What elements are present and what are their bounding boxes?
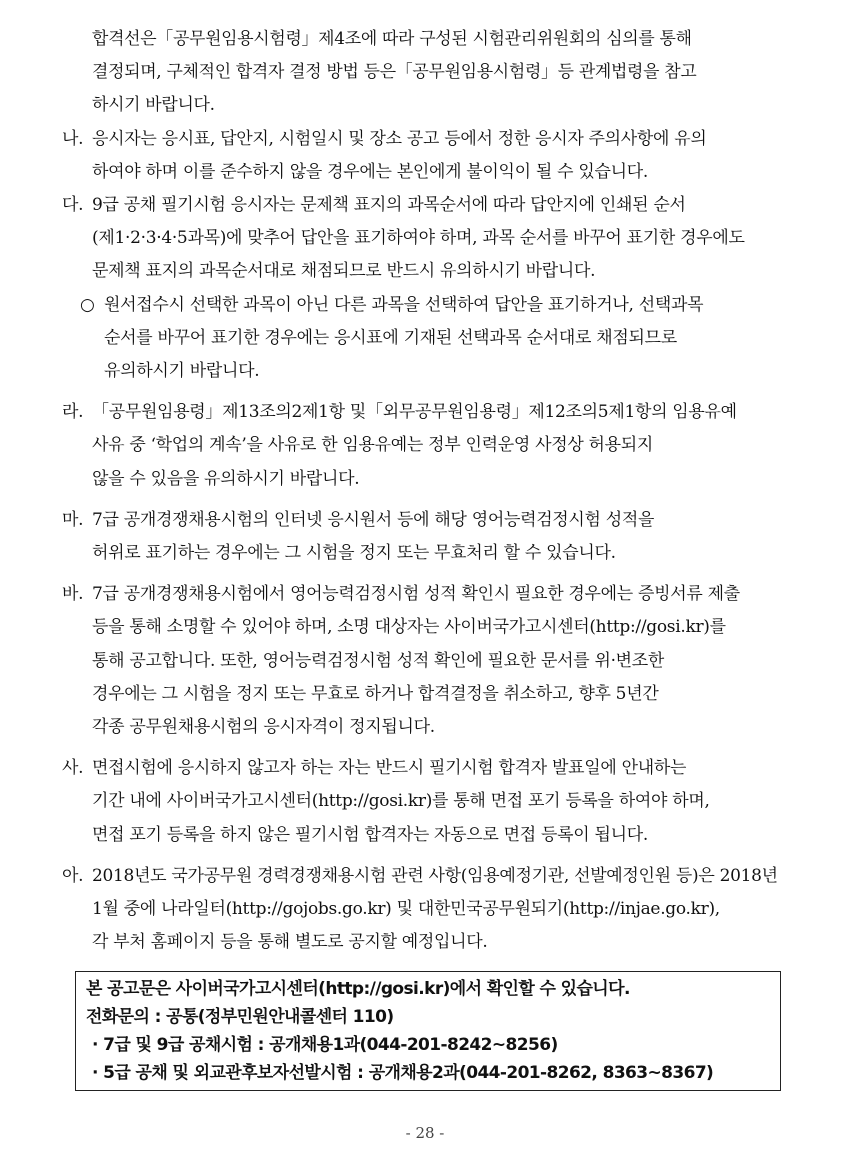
item-a-line: 2018년도 국가공무원 경력경쟁채용시험 관련 사항(임용예정기관, 선발예정인원 등)은 2018년 bbox=[92, 865, 778, 886]
item-na-line: 하여야 하며 이를 준수하지 않을 경우에는 본인에게 불이익이 될 수 있습니다. bbox=[92, 161, 648, 182]
item-da-line: (제1·2·3·4·5과목)에 맞추어 답안을 표기하여야 하며, 과목 순서를 바꾸어 표기한 경우에도 bbox=[92, 228, 745, 249]
item-ra-line: 사유 중 ‘학업의 계속’을 사유로 한 임용유예는 정부 인력운영 사정상 허용되지 bbox=[92, 435, 654, 456]
item-ba-line: 통해 공고합니다. 또한, 영어능력검정시험 성적 확인에 필요한 문서를 위·변조한 bbox=[92, 650, 665, 671]
body-line: 결정되며, 구체적인 합격자 결정 방법 등은「공무원임용시험령」등 관계법령을 참고 bbox=[92, 62, 697, 83]
item-ba-line: 등을 통해 소명할 수 있어야 하며, 소명 대상자는 사이버국가고시센터(http://gosi.kr)를 bbox=[92, 617, 726, 638]
item-ba-line: 7급 공개경쟁채용시험에서 영어능력검정시험 성적 확인시 필요한 경우에는 증빙서류 제출 bbox=[92, 584, 740, 605]
item-ra-line: 「공무원임용령」제13조의2제1항 및「외무공무원임용령」제12조의5제1항의 임용유예 bbox=[92, 402, 737, 423]
circle-bullet-icon: ○ bbox=[80, 294, 95, 315]
body-line: 하시기 바랍니다. bbox=[92, 95, 215, 116]
item-ba-line: 각종 공무원채용시험의 응시자격이 정지됩니다. bbox=[92, 717, 435, 737]
sub-item-line: 유의하시기 바랍니다. bbox=[104, 361, 260, 381]
item-marker-a: 아. bbox=[62, 865, 84, 886]
sub-item-line: 순서를 바꾸어 표기한 경우에는 응시표에 기재된 선택과목 순서대로 채점되므로 bbox=[104, 327, 677, 348]
item-sa-line: 면접시험에 응시하지 않고자 하는 자는 반드시 필기시험 합격자 발표일에 안내하는 bbox=[92, 758, 687, 779]
item-sa-line: 면접 포기 등록을 하지 않은 필기시험 합격자는 자동으로 면접 등록이 됩니다. bbox=[92, 824, 648, 845]
item-na-line: 응시자는 응시표, 답안지, 시험일시 및 장소 공고 등에서 정한 응시자 주의사항에 유의 bbox=[92, 128, 707, 149]
item-ma-line: 허위로 표기하는 경우에는 그 시험을 정지 또는 무효처리 할 수 있습니다. bbox=[92, 543, 616, 563]
item-sa-line: 기간 내에 사이버국가고시센터(http://gosi.kr)를 통해 면접 포기 등록을 하여야 하며, bbox=[92, 791, 710, 812]
item-da-line: 문제책 표지의 과목순서대로 채점되므로 반드시 유의하시기 바랍니다. bbox=[92, 261, 596, 282]
item-marker-da: 다. bbox=[62, 195, 84, 215]
item-marker-na: 나. bbox=[62, 128, 84, 149]
item-ma-line: 7급 공개경쟁채용시험의 인터넷 응시원서 등에 해당 영어능력검정시험 성적을 bbox=[92, 509, 655, 530]
item-ba-line: 경우에는 그 시험을 정지 또는 무효로 하거나 합격결정을 취소하고, 향후 5년간 bbox=[92, 683, 659, 704]
notice-line: 본 공고문은 사이버국가고시센터(http://gosi.kr)에서 확인할 수 있습니다. bbox=[86, 979, 630, 1000]
item-marker-ra: 라. bbox=[62, 402, 84, 423]
contact-heading: 전화문의 : 공통(정부민원안내콜센터 110) bbox=[86, 1007, 394, 1028]
contact-line: · 7급 및 9급 공채시험 : 공개채용1과(044-201-8242~8256) bbox=[92, 1035, 558, 1056]
sub-item-line: 원서접수시 선택한 과목이 아닌 다른 과목을 선택하여 답안을 표기하거나, 선택과목 bbox=[104, 294, 704, 315]
item-marker-ba: 바. bbox=[62, 584, 84, 605]
item-a-line: 1월 중에 나라일터(http://gojobs.go.kr) 및 대한민국공무원되기(http://injae.go.kr), bbox=[92, 899, 720, 919]
body-line: 합격선은「공무원임용시험령」제4조에 따라 구성된 시험관리위원회의 심의를 통해 bbox=[92, 29, 692, 49]
item-marker-ma: 마. bbox=[62, 509, 84, 530]
page-number: - 28 - bbox=[405, 1124, 445, 1142]
item-a-line: 각 부처 홈페이지 등을 통해 별도로 공지할 예정입니다. bbox=[92, 932, 488, 953]
contact-line: · 5급 공채 및 외교관후보자선발시험 : 공개채용2과(044-201-8262, 8363~8367) bbox=[92, 1063, 714, 1084]
contact-notice-box bbox=[75, 971, 781, 1091]
item-ra-line: 않을 수 있음을 유의하시기 바랍니다. bbox=[92, 468, 360, 489]
item-marker-sa: 사. bbox=[62, 758, 84, 779]
item-da-line: 9급 공채 필기시험 응시자는 문제책 표지의 과목순서에 따라 답안지에 인쇄된 순서 bbox=[92, 195, 686, 215]
